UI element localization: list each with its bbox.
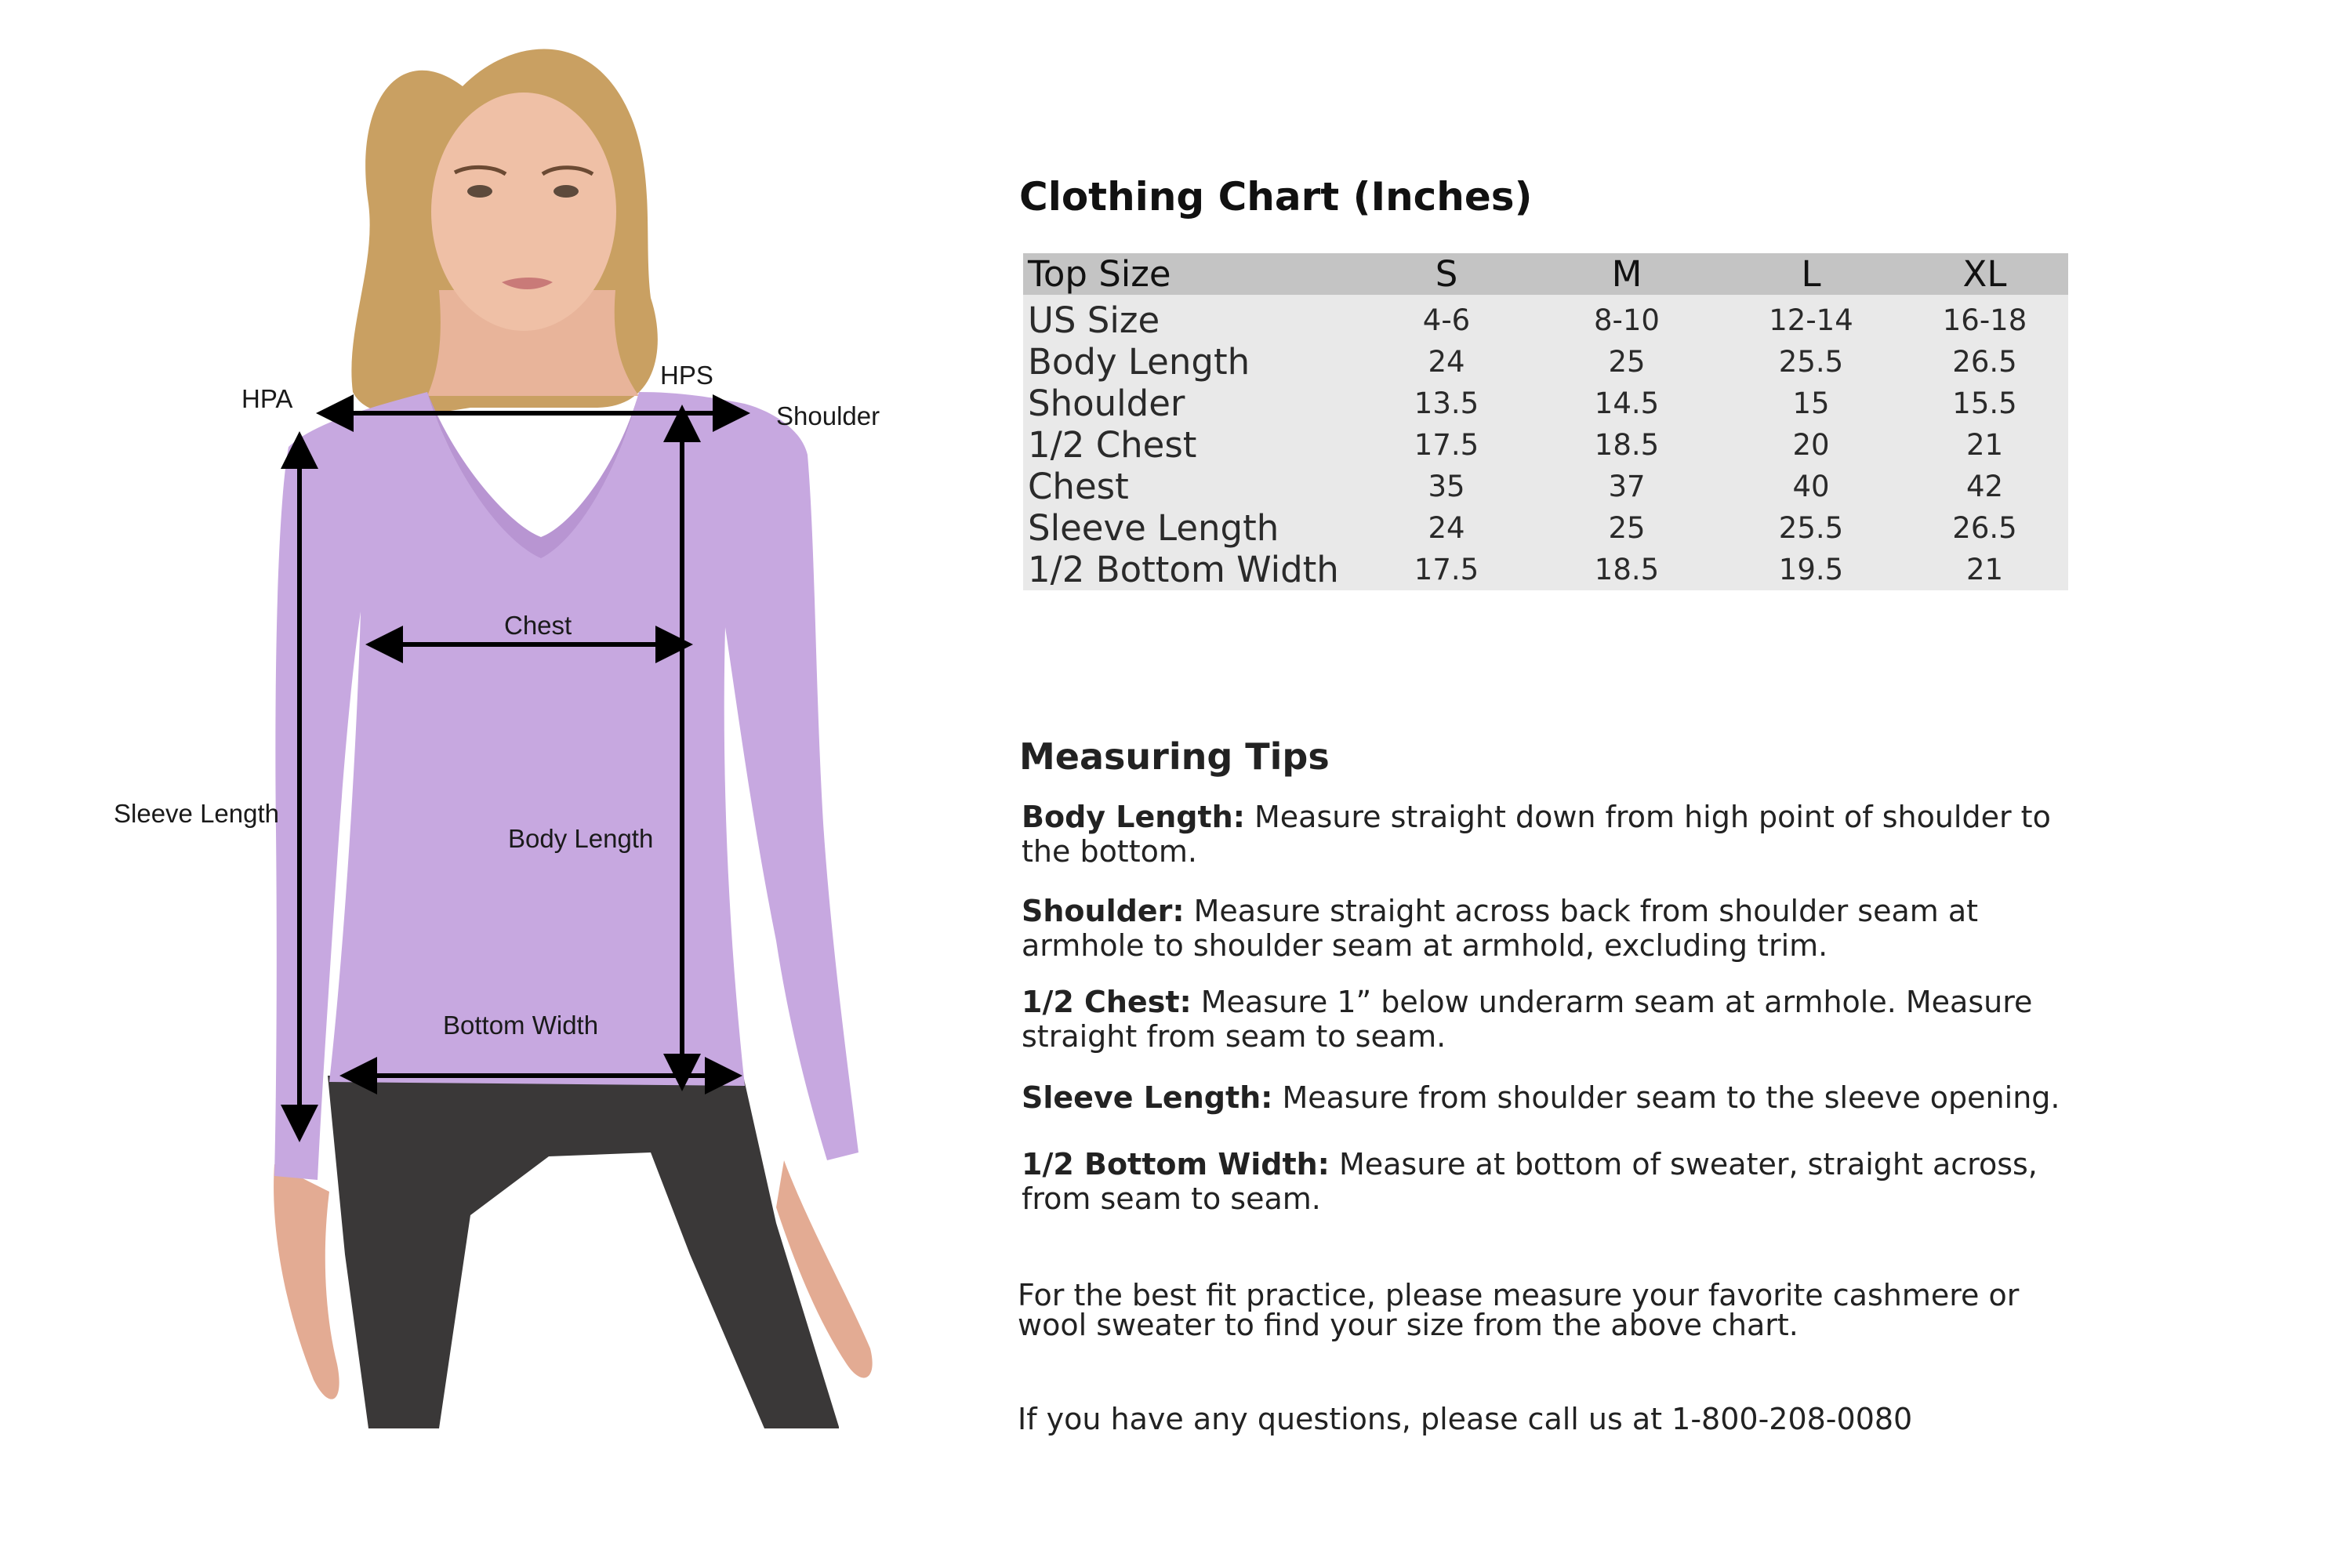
table-cell: 16-18 — [1942, 303, 2027, 337]
table-row — [1023, 383, 2068, 424]
table-row-label: Sleeve Length — [1028, 507, 1279, 549]
table-header-cell: XL — [1901, 253, 2068, 295]
table-row-label: Chest — [1028, 466, 1129, 507]
table-cell: 20 — [1792, 428, 1830, 462]
table-cell: 12-14 — [1769, 303, 1853, 337]
sweater-model-illustration — [0, 0, 925, 1568]
table-cell: 8-10 — [1594, 303, 1660, 337]
table-cell: 25 — [1608, 511, 1646, 545]
table-row — [1023, 299, 2068, 341]
table-row — [1023, 507, 2068, 549]
table-cell: 40 — [1792, 470, 1830, 503]
table-cell: 14.5 — [1594, 387, 1660, 420]
table-header-cell: M — [1533, 253, 1721, 295]
table-cell: 18.5 — [1594, 428, 1660, 462]
table-cell: 26.5 — [1952, 345, 2017, 379]
contact-note: If you have any questions, please call us at 1-800-208-0080 — [1018, 1402, 1913, 1436]
table-cell: 37 — [1608, 470, 1646, 503]
table-row-label: Body Length — [1028, 341, 1250, 383]
table-header-cell: L — [1721, 253, 1901, 295]
table-cell: 15.5 — [1952, 387, 2017, 420]
chart-title: Clothing Chart (Inches) — [1019, 174, 1533, 220]
tip-shoulder — [1022, 894, 2064, 963]
table-cell: 13.5 — [1414, 387, 1479, 420]
table-cell: 17.5 — [1414, 428, 1479, 462]
label-chest: Chest — [504, 611, 572, 640]
table-cell: 19.5 — [1778, 553, 1844, 586]
table-row — [1023, 424, 2068, 466]
table-cell: 17.5 — [1414, 553, 1479, 586]
label-body-length: Body Length — [508, 824, 654, 853]
tip-text: Measure at bottom of sweater, straight across, from seam to seam. — [1022, 1147, 2038, 1216]
sweater — [274, 392, 858, 1180]
table-row-label: 1/2 Bottom Width — [1028, 549, 1339, 590]
table-cell: 25.5 — [1778, 511, 1844, 545]
table-cell: 26.5 — [1952, 511, 2017, 545]
table-cell: 35 — [1428, 470, 1465, 503]
measuring-tips-title: Measuring Tips — [1019, 735, 1330, 778]
tip-text: Measure straight down from high point of shoulder to the bottom. — [1022, 800, 2051, 869]
tip-sleeve-length — [1022, 1080, 2064, 1115]
table-row-label: US Size — [1028, 299, 1160, 341]
table-cell: 25 — [1608, 345, 1646, 379]
table-cell: 21 — [1965, 428, 2004, 462]
tip-half-chest — [1022, 985, 2064, 1054]
model-figure — [0, 0, 925, 1568]
table-row-label: Shoulder — [1028, 383, 1185, 424]
label-shoulder: Shoulder — [776, 401, 880, 430]
table-cell: 42 — [1965, 470, 2004, 503]
table-cell: 24 — [1428, 345, 1465, 379]
table-header-row — [1023, 253, 2068, 295]
table-row — [1023, 466, 2068, 507]
label-hpa: HPA — [241, 384, 293, 413]
tip-body-length — [1022, 800, 2064, 869]
tip-half-bottom-width — [1022, 1147, 2064, 1216]
tip-term: Body Length: — [1022, 800, 1245, 834]
table-cell: 4-6 — [1422, 303, 1471, 337]
table-row — [1023, 549, 2068, 590]
tip-text: Measure from shoulder seam to the sleeve opening. — [1272, 1080, 2060, 1115]
label-hps: HPS — [660, 361, 713, 390]
table-row — [1023, 341, 2068, 383]
size-chart-table — [1023, 253, 2068, 590]
tip-term: 1/2 Bottom Width: — [1022, 1147, 1330, 1181]
table-cell: 24 — [1428, 511, 1465, 545]
table-cell: 15 — [1792, 387, 1830, 420]
fit-note: For the best fit practice, please measure your favorite cashmere or wool sweater to find your size from the above chart. — [1018, 1278, 2020, 1342]
tip-term: 1/2 Chest: — [1022, 985, 1192, 1019]
table-cell: 18.5 — [1594, 553, 1660, 586]
table-cell: 21 — [1965, 553, 2004, 586]
label-bottom-width: Bottom Width — [443, 1011, 599, 1040]
tip-text: Measure straight across back from shoulder seam at armhole to shoulder seam at armhold, excluding trim. — [1022, 894, 1979, 963]
table-row-label: 1/2 Chest — [1028, 424, 1197, 466]
tip-term: Sleeve Length: — [1022, 1080, 1273, 1115]
left-hand — [274, 1164, 339, 1399]
table-header-cell: Top Size — [1023, 253, 1360, 295]
face — [431, 93, 616, 331]
label-sleeve-length: Sleeve Length — [114, 799, 280, 828]
pants — [328, 1076, 839, 1428]
tip-term: Shoulder: — [1022, 894, 1185, 928]
tip-text: Measure 1” below underarm seam at armhole. Measure straight from seam to seam. — [1022, 985, 2033, 1054]
table-header-cell: S — [1360, 253, 1533, 295]
table-cell: 25.5 — [1778, 345, 1844, 379]
